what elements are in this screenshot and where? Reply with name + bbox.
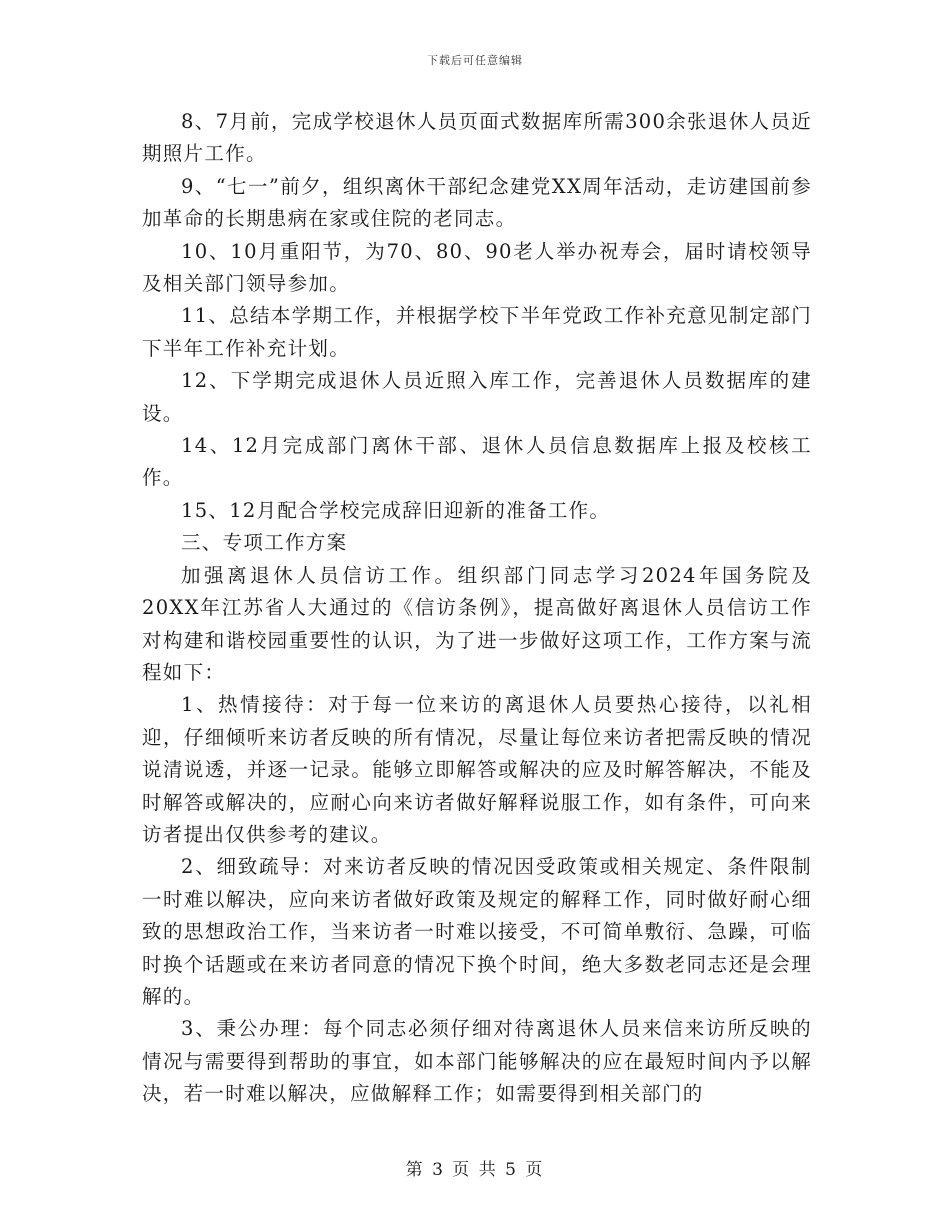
paragraph-item-14: 14、12月完成部门离休干部、退休人员信息数据库上报及校核工作。 — [142, 434, 812, 490]
paragraph-item-9: 9、“七一”前夕，组织离休干部纪念建党XX周年活动，走访建国前参加革命的长期患病在家或住院的老同志。 — [142, 174, 812, 231]
paragraph-item-11: 11、总结本学期工作，并根据学校下半年党政工作补充意见制定部门下半年工作补充计划。 — [142, 304, 812, 360]
paragraph-step-1: 1、热情接待：对于每一位来访的离退休人员要热心接待，以礼相迎，仔细倾听来访者反映的所有情况，尽量让每位来访者把需反映的情况说清说透，并逐一记录。能够立即解答或解决的应及时解答解决，不能及时解答或解决的，应耐心向来访者做好解释说服工作，如有条件，可向来访者提出仅供参考的建议。 — [142, 693, 812, 846]
paragraph-step-2: 2、细致疏导：对来访者反映的情况因受政策或相关规定、条件限制一时难以解决，应向来访者做好政策及规定的解释工作，同时做好耐心细致的思想政治工作，当来访者一时难以接受，不可简单敷衍、急躁，可临时换个话题或在来访者同意的情况下换个时间，绝大多数老同志还是会理解的。 — [142, 855, 812, 1008]
page-footer: 第 3 页 共 5 页 — [405, 1160, 545, 1180]
paragraph-item-8: 8、7月前，完成学校退休人员页面式数据库所需300余张退休人员近期照片工作。 — [142, 110, 812, 166]
paragraph-intro: 加强离退休人员信访工作。组织部门同志学习2024年国务院及20XX年江苏省人大通过的《信访条例》，提高做好离退休人员信访工作对构建和谐校园重要性的认识，为了进一步做好这项工作，工作方案与流程如下： — [142, 563, 812, 684]
section-heading: 三、专项工作方案 — [181, 531, 348, 555]
paragraph-item-15: 15、12月配合学校完成辞旧迎新的准备工作。 — [181, 498, 611, 522]
paragraph-item-12: 12、下学期完成退休人员近照入库工作，完善退休人员数据库的建设。 — [142, 369, 812, 425]
page-header: 下载后可任意编辑 — [427, 54, 523, 67]
document-body — [142, 106, 812, 1111]
paragraph-item-10: 10、10月重阳节，为70、80、90老人举办祝寿会，届时请校领导及相关部门领导参加。 — [142, 239, 812, 296]
paragraph-step-3: 3、秉公办理：每个同志必须仔细对待离退休人员来信来访所反映的情况与需要得到帮助的事宜，如本部门能够解决的应在最短时间内予以解决，若一时难以解决，应做解释工作；如需要得到相关部门的 — [142, 1017, 812, 1106]
